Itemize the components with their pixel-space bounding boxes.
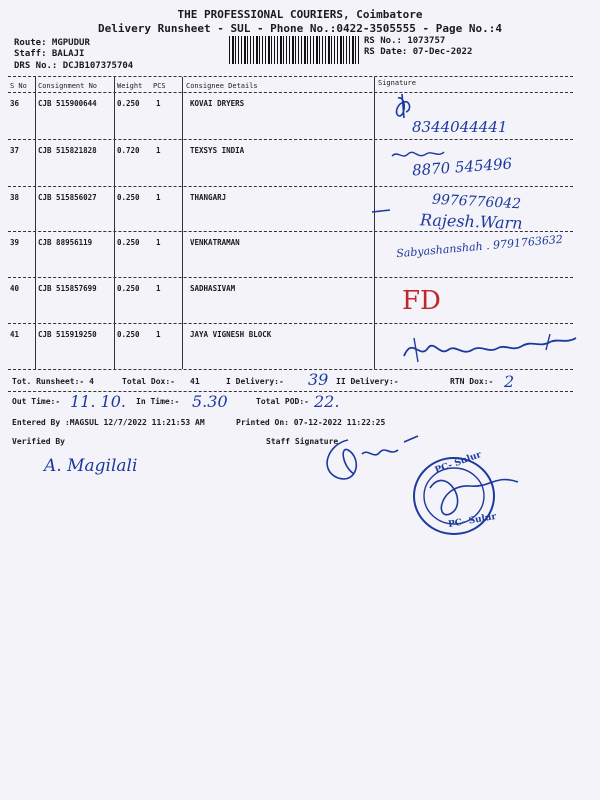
col-header-sno: S No: [10, 82, 27, 90]
staff-label: Staff: BALAJI: [14, 49, 85, 59]
total-dox-value: 41: [190, 377, 200, 386]
signature-phone: 8344044441: [412, 118, 508, 136]
row-rule: [8, 139, 573, 140]
row-weight: 0.250: [117, 330, 140, 339]
row-rule: [8, 369, 573, 370]
table-header-rule: [8, 92, 573, 93]
col-divider: [35, 77, 36, 369]
col-header-signature: Signature: [378, 79, 416, 87]
rs-date: RS Date: 07-Dec-2022: [364, 47, 473, 57]
row-weight: 0.250: [117, 193, 140, 202]
table-top-rule: [8, 76, 573, 77]
row-pcs: 1: [156, 146, 161, 155]
printed-on: Printed On: 07-12-2022 11:22:25: [236, 418, 386, 427]
signature-phone: 8870 545496: [411, 154, 513, 180]
in-time-value: 5.30: [192, 392, 228, 411]
row-sno: 36: [10, 99, 20, 108]
row-rule: [8, 186, 573, 187]
drs-number: DRS No.: DCJB107375704: [14, 61, 134, 71]
total-dox-label: Total Dox:-: [122, 377, 175, 386]
stamp-text-bottom: PC- Sulur: [447, 511, 498, 531]
col-header-weight: Weight: [117, 82, 143, 90]
total-pod-label: Total POD:-: [256, 397, 309, 406]
row-consignment: CJB 515900644: [38, 99, 97, 108]
row-sno: 39: [10, 238, 20, 247]
row-consignment: CJB 515821828: [38, 146, 97, 155]
stamp-text-top: PC- Sulur: [433, 449, 483, 477]
col-divider: [374, 77, 375, 369]
signature-scribble: [392, 94, 422, 120]
col-divider: [182, 77, 183, 369]
col-header-consignment: Consignment No: [38, 82, 98, 90]
row-pcs: 1: [156, 99, 161, 108]
verified-signature: A. Magilali: [44, 456, 138, 476]
row-sno: 40: [10, 284, 20, 293]
row-pcs: 1: [156, 284, 161, 293]
total-pod-value: 22.: [314, 392, 340, 411]
row-weight: 0.250: [117, 284, 140, 293]
entered-by: Entered By :MAGSUL 12/7/2022 11:21:53 AM: [12, 418, 205, 427]
ii-delivery-label: II Delivery:-: [336, 377, 399, 386]
row-sno: 37: [10, 146, 20, 155]
row-rule: [8, 323, 573, 324]
staff-signature-label: Staff Signature: [266, 437, 339, 446]
row-weight: 0.250: [117, 99, 140, 108]
out-time-value: 11. 10.: [70, 392, 126, 411]
row-consignee: VENKATRAMAN: [190, 238, 240, 247]
signature-name-phone: Sabyashanshah . 9791763632: [395, 232, 564, 261]
row-pcs: 1: [156, 238, 161, 247]
signature-phone: 9976776042: [431, 191, 522, 213]
barcode: [229, 36, 359, 64]
row-consignment: CJB 88956119: [38, 238, 93, 247]
route-label: Route: MGPUDUR: [14, 38, 90, 48]
col-header-pcs: PCS: [153, 82, 166, 90]
row-rule: [8, 277, 573, 278]
row-consignment: CJB 515857699: [38, 284, 97, 293]
row-pcs: 1: [156, 193, 161, 202]
row-weight: 0.720: [117, 146, 140, 155]
rtn-dox-value: 2: [504, 372, 515, 391]
row-sno: 38: [10, 193, 20, 202]
row-pcs: 1: [156, 330, 161, 339]
row-sno: 41: [10, 330, 20, 339]
signature-mark: [370, 206, 394, 216]
rs-number: RS No.: 1073757: [364, 36, 446, 46]
i-delivery-label: I Delivery:-: [226, 377, 284, 386]
company-title: THE PROFESSIONAL COURIERS, Coimbatore: [177, 8, 423, 21]
row-consignee: SADHASIVAM: [190, 284, 236, 293]
verified-by-label: Verified By: [12, 437, 65, 446]
row-consignee: TEXSYS INDIA: [190, 146, 245, 155]
signature-scribble: [400, 326, 580, 366]
row-consignee: KOVAI DRYERS: [190, 99, 245, 108]
rtn-dox-label: RTN Dox:-: [450, 377, 494, 386]
out-time-label: Out Time:-: [12, 397, 61, 406]
tot-runsheet: Tot. Runsheet:- 4: [12, 377, 94, 386]
row-consignment: CJB 515856027: [38, 193, 97, 202]
runsheet-subtitle: Delivery Runsheet - SUL - Phone No.:0422-3505555 - Page No.:4: [98, 22, 502, 35]
sulur-stamp: [410, 454, 530, 544]
row-consignment: CJB 515919250: [38, 330, 97, 339]
in-time-label: In Time:-: [136, 397, 180, 406]
signature-name: Rajesh.Warn: [419, 210, 523, 233]
row-consignee: JAYA VIGNESH BLOCK: [190, 330, 272, 339]
col-divider: [114, 77, 115, 369]
row-consignee: THANGARJ: [190, 193, 227, 202]
row-weight: 0.250: [117, 238, 140, 247]
signature-fd: FD: [402, 286, 441, 316]
i-delivery-value: 39: [308, 370, 329, 389]
col-header-consignee: Consignee Details: [186, 82, 258, 90]
